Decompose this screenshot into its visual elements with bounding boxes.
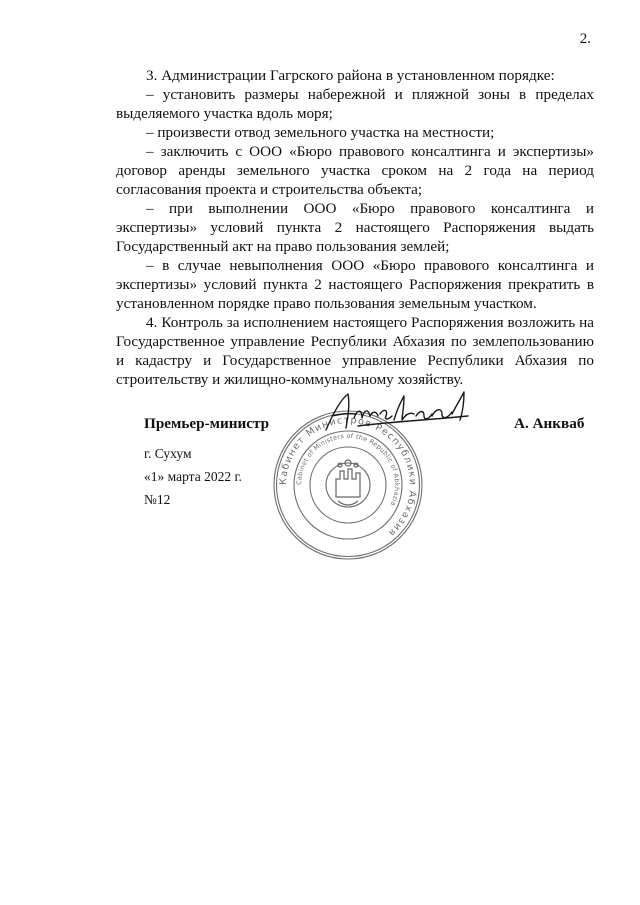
signatory-name: А. Анкваб: [514, 415, 585, 432]
paragraph-3: 3. Администрации Гагрского района в установленном порядке:: [146, 67, 555, 84]
signature-icon: [318, 386, 478, 438]
paragraph-3-item-1: – установить размеры набережной и пляжной зоны в пределах выделяемого участка вдоль моря;: [116, 86, 594, 122]
paragraph-3-item-2: – произвести отвод земельного участка на местности;: [146, 124, 495, 141]
seal-outer-text: Кабинет Министров Республики Абхазия: [277, 414, 419, 539]
issue-city: г. Сухум: [144, 446, 192, 461]
coat-of-arms-icon: [336, 460, 360, 505]
paragraph-3-item-3: – заключить с ООО «Бюро правового консалтинга и экспертизы» договор аренды земельного участка сроком на 2 года на период согласования проекта и строительства объекта;: [116, 143, 594, 198]
paragraph-3-item-5: – в случае невыполнения ООО «Бюро правового консалтинга и экспертизы» условий пункта 2 настоящего Распоряжения прекратить в установленном порядке право пользования земельным участком.: [116, 257, 594, 312]
paragraph-3-item-4: – при выполнении ООО «Бюро правового консалтинга и экспертизы» условий пункта 2 настоящего Распоряжения выдать Государственный акт на право пользования землей;: [116, 200, 594, 255]
paragraph-4: 4. Контроль за исполнением настоящего Распоряжения возложить на Государственное управление Республики Абхазия по землепользованию и кадастру и Государственное управление Республики Абхазия по строительству и жилищно-коммунальному хозяйству.: [116, 314, 594, 388]
page-number: 2.: [579, 31, 591, 47]
document-number: №12: [144, 492, 171, 507]
document-body: [116, 66, 594, 389]
signatory-title: Премьер-министр: [144, 415, 270, 432]
issue-date: «1» марта 2022 г.: [144, 469, 242, 484]
handwritten-signature: [318, 386, 478, 438]
seal-inner-text: Cabinet of Ministers of the Republic of Abkhazia: [294, 431, 402, 508]
